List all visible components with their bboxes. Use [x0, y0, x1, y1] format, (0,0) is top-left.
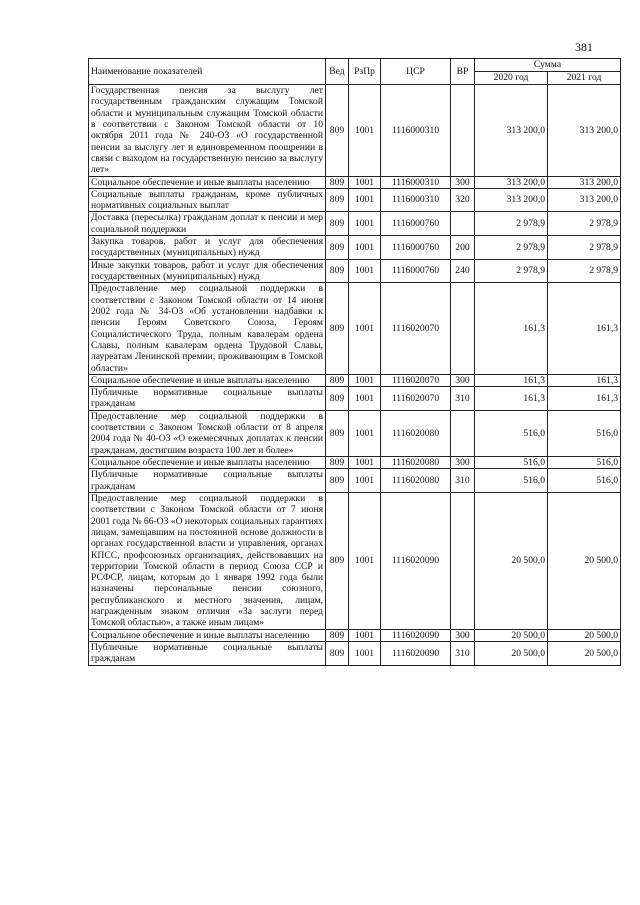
row-csr: 1116000310: [381, 176, 451, 188]
row-rzpr: 1001: [349, 212, 381, 236]
page-number: 381: [575, 40, 593, 54]
row-sum-2020: 2 978,9: [475, 259, 548, 283]
row-rzpr: 1001: [349, 259, 381, 283]
row-rzpr: 1001: [349, 283, 381, 375]
row-sum-2021: 516,0: [548, 410, 621, 456]
header-year-2021: 2021 год: [548, 72, 621, 85]
row-csr: 1116000760: [381, 212, 451, 236]
row-name: Предоставление мер социальной поддержки в соответствии с Законом Томской области от 7 июня 2001 года № 66-ОЗ «О некоторых социальных гарантиях лицам, замещавшим на постоянной основе должности в органах государственной власти и управления, органах КПСС, профсоюзных организациях, действовавших на территории Томской области в период Союза ССР и РСФСР, лицам, которым до 1 января 1992 года были назначены персональные пенсии союзного, республиканского и местного значения, лицам, награжденным знаком отличия «За заслуги перед Томской областью», а также иным лицам»: [89, 492, 326, 629]
table-row: [89, 176, 621, 188]
row-ved: 809: [326, 469, 349, 493]
row-csr: 1116020090: [381, 492, 451, 629]
row-name: Социальное обеспечение и иные выплаты населению: [89, 629, 326, 641]
row-sum-2020: 161,3: [475, 283, 548, 375]
row-vr: 300: [451, 457, 475, 469]
table-row: [89, 212, 621, 236]
row-vr: [451, 492, 475, 629]
table-row: [89, 188, 621, 212]
header-vr: ВР: [451, 59, 475, 85]
row-rzpr: 1001: [349, 374, 381, 386]
row-csr: 1116020080: [381, 469, 451, 493]
table-row: [89, 259, 621, 283]
table-row: [89, 410, 621, 456]
row-sum-2020: 313 200,0: [475, 188, 548, 212]
row-ved: 809: [326, 212, 349, 236]
row-ved: 809: [326, 259, 349, 283]
row-name: Предоставление мер социальной поддержки в соответствии с Законом Томской области от 14 июня 2002 года № 34-ОЗ «Об установлении надбавки к пенсии Героям Советского Союза, Героям Социалистического Труда, полным кавалерам ордена Славы, полным кавалерам ордена Трудовой Славы, лауреатам Ленинской премии, проживающим в Томской области»: [89, 283, 326, 375]
row-ved: 809: [326, 188, 349, 212]
row-sum-2021: 313 200,0: [548, 176, 621, 188]
row-name: Социальное обеспечение и иные выплаты населению: [89, 374, 326, 386]
row-vr: 310: [451, 469, 475, 493]
row-sum-2021: 516,0: [548, 469, 621, 493]
row-ved: 809: [326, 629, 349, 641]
table-row: [89, 387, 621, 411]
row-vr: [451, 85, 475, 177]
row-vr: 300: [451, 629, 475, 641]
row-rzpr: 1001: [349, 629, 381, 641]
row-sum-2020: 161,3: [475, 374, 548, 386]
table-body: [89, 85, 621, 666]
row-vr: 300: [451, 176, 475, 188]
row-csr: 1116020090: [381, 629, 451, 641]
row-sum-2021: 20 500,0: [548, 492, 621, 629]
row-csr: 1116020080: [381, 457, 451, 469]
row-vr: 300: [451, 374, 475, 386]
row-csr: 1116000760: [381, 236, 451, 260]
table-row: [89, 642, 621, 666]
row-rzpr: 1001: [349, 410, 381, 456]
row-vr: 240: [451, 259, 475, 283]
row-sum-2020: 313 200,0: [475, 85, 548, 177]
row-ved: 809: [326, 410, 349, 456]
row-vr: 310: [451, 387, 475, 411]
row-vr: [451, 212, 475, 236]
header-year-2020: 2020 год: [475, 72, 548, 85]
table-row: [89, 236, 621, 260]
row-sum-2020: 20 500,0: [475, 492, 548, 629]
row-name: Социальное обеспечение и иные выплаты населению: [89, 457, 326, 469]
row-rzpr: 1001: [349, 492, 381, 629]
row-sum-2021: 2 978,9: [548, 212, 621, 236]
row-rzpr: 1001: [349, 236, 381, 260]
header-ved: Вед: [326, 59, 349, 85]
row-name: Иные закупки товаров, работ и услуг для обеспечения государственных (муниципальных) нужд: [89, 259, 326, 283]
row-sum-2020: 516,0: [475, 457, 548, 469]
row-sum-2021: 161,3: [548, 387, 621, 411]
row-rzpr: 1001: [349, 85, 381, 177]
table-row: [89, 457, 621, 469]
row-sum-2021: 161,3: [548, 283, 621, 375]
row-name: Закупка товаров, работ и услуг для обеспечения государственных (муниципальных) нужд: [89, 236, 326, 260]
header-sum: Сумма: [475, 59, 621, 72]
row-sum-2020: 20 500,0: [475, 629, 548, 641]
row-sum-2020: 2 978,9: [475, 236, 548, 260]
row-csr: 1116000310: [381, 85, 451, 177]
row-sum-2021: 20 500,0: [548, 642, 621, 666]
row-name: Доставка (пересылка) гражданам доплат к пенсии и мер социальной поддержки: [89, 212, 326, 236]
table-row: [89, 629, 621, 641]
row-sum-2021: 161,3: [548, 374, 621, 386]
row-sum-2021: 20 500,0: [548, 629, 621, 641]
row-ved: 809: [326, 492, 349, 629]
row-name: Публичные нормативные социальные выплаты гражданам: [89, 469, 326, 493]
row-ved: 809: [326, 176, 349, 188]
table-row: [89, 492, 621, 629]
row-vr: 310: [451, 642, 475, 666]
row-rzpr: 1001: [349, 457, 381, 469]
row-name: Социальные выплаты гражданам, кроме публичных нормативных социальных выплат: [89, 188, 326, 212]
row-rzpr: 1001: [349, 387, 381, 411]
table-row: [89, 374, 621, 386]
row-name: Предоставление мер социальной поддержки в соответствии с Законом Томской области от 8 апреля 2004 года № 40-ОЗ «О ежемесячных доплатах к пенсии гражданам, достигшим возраста 100 лет и более»: [89, 410, 326, 456]
table-row: [89, 469, 621, 493]
row-ved: 809: [326, 283, 349, 375]
row-ved: 809: [326, 374, 349, 386]
row-csr: 1116000310: [381, 188, 451, 212]
row-sum-2021: 313 200,0: [548, 85, 621, 177]
row-vr: 200: [451, 236, 475, 260]
row-name: Публичные нормативные социальные выплаты гражданам: [89, 387, 326, 411]
row-ved: 809: [326, 457, 349, 469]
row-sum-2020: 2 978,9: [475, 212, 548, 236]
row-ved: 809: [326, 85, 349, 177]
row-vr: 320: [451, 188, 475, 212]
row-sum-2020: 161,3: [475, 387, 548, 411]
row-rzpr: 1001: [349, 642, 381, 666]
row-rzpr: 1001: [349, 469, 381, 493]
header-name: Наименование показателей: [89, 59, 326, 85]
row-rzpr: 1001: [349, 188, 381, 212]
row-sum-2021: 313 200,0: [548, 188, 621, 212]
row-ved: 809: [326, 642, 349, 666]
table-row: [89, 283, 621, 375]
row-vr: [451, 410, 475, 456]
row-sum-2020: 516,0: [475, 410, 548, 456]
row-vr: [451, 283, 475, 375]
table-row: [89, 85, 621, 177]
row-csr: 1116020070: [381, 374, 451, 386]
row-csr: 1116020070: [381, 387, 451, 411]
row-sum-2021: 516,0: [548, 457, 621, 469]
row-sum-2020: 516,0: [475, 469, 548, 493]
row-sum-2020: 313 200,0: [475, 176, 548, 188]
budget-table: [88, 58, 621, 666]
header-csr: ЦСР: [381, 59, 451, 85]
row-name: Государственная пенсия за выслугу лет государственным гражданским служащим Томской области и муниципальным служащим Томской области в соответствии с Законом Томской области от 10 октября 2011 года № 240-ОЗ «О государственной пенсии за выслугу лет и единовременном поощрении в связи с выходом на государственную пенсию за выслугу лет»: [89, 85, 326, 177]
row-csr: 1116000760: [381, 259, 451, 283]
row-rzpr: 1001: [349, 176, 381, 188]
row-sum-2021: 2 978,9: [548, 236, 621, 260]
row-csr: 1116020090: [381, 642, 451, 666]
row-ved: 809: [326, 387, 349, 411]
header-rzpr: РзПр: [349, 59, 381, 85]
row-name: Публичные нормативные социальные выплаты гражданам: [89, 642, 326, 666]
row-ved: 809: [326, 236, 349, 260]
row-sum-2020: 20 500,0: [475, 642, 548, 666]
row-name: Социальное обеспечение и иные выплаты населению: [89, 176, 326, 188]
row-sum-2021: 2 978,9: [548, 259, 621, 283]
row-csr: 1116020080: [381, 410, 451, 456]
row-csr: 1116020070: [381, 283, 451, 375]
